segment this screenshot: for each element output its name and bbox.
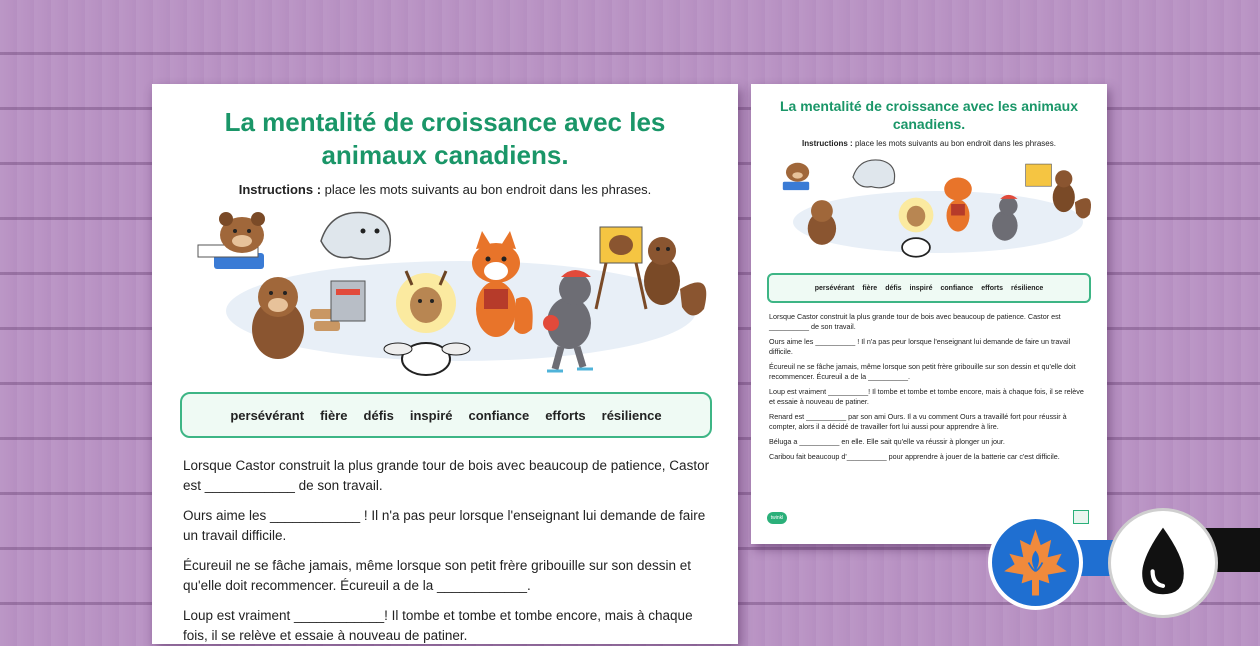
word-bank-item: persévérant [814,284,855,292]
canada-badge [988,515,1083,610]
word-bank-item: résilience [601,407,662,423]
word-bank-item: inspiré [909,284,933,292]
word-bank-item: résilience [1010,284,1044,292]
word-bank [180,392,712,438]
sentence-item: Béluga a __________ en elle. Elle sait qu'elle va réussir à plonger un jour. [769,437,1005,446]
sentence-item: Écureuil ne se fâche jamais, même lorsque son petit frère gribouille sur son dessin et qu'elle doit recommencer. Écureuil a de la __________. [769,362,1076,381]
sentence-list [769,312,1091,462]
fox-illustration [935,169,981,239]
sentence-item: Loup est vraiment ____________! Il tombe et tombe et tombe encore, mais à chaque fois, il se relève et essaie à nouveau de patiner. [183,608,693,643]
word-bank-item: confiance [468,407,530,423]
worksheet-title: La mentalité de croissance avec les animaux canadiens. [224,107,666,170]
maple-leaf-icon [992,519,1079,606]
instructions-label: Instructions : [238,182,322,197]
ink-drop-icon [1111,511,1215,615]
word-bank-item: inspiré [409,407,453,423]
instructions [152,182,738,197]
sentence-item: Ours aime les ____________ ! Il n'a pas peur lorsque l'enseignant lui demande de faire un travail difficile. [183,508,706,543]
ink-badge [1108,508,1218,618]
beaver-building-illustration [799,195,859,251]
animals-illustration [759,151,1099,269]
worksheet-page-small [751,84,1107,544]
word-bank [767,273,1091,303]
twinkl-logo: twinkl [767,512,787,524]
instructions [751,139,1107,148]
word-bank-item: efforts [981,284,1003,292]
squirrel-painting-illustration [586,219,716,329]
sentence-list [183,456,710,646]
word-bank-item: fière [320,407,348,423]
word-bank-item: fière [862,284,878,292]
sentence-item: Écureuil ne se fâche jamais, même lorsque son petit frère gribouille sur son dessin et qu'elle doit recommencer. Écureuil a de la ____________. [183,558,692,593]
instructions-text: place les mots suivants au bon endroit dans les phrases. [321,182,652,197]
word-bank-item: persévérant [230,407,305,423]
word-bank-item: confiance [940,284,974,292]
word-bank-item: efforts [545,407,586,423]
sentence-item: Lorsque Castor construit la plus grande tour de bois avec beaucoup de patience, Castor est ____________ de son travail. [183,458,710,493]
sentence-item: Renard est __________ par son ami Ours. Il a vu comment Ours a travaillé fort pour réussir à compter, alors il a décidé de travailler fort lui aussi pour apprendre à lire. [769,412,1067,431]
worksheet-page-large [152,84,738,644]
word-bank-item: défis [363,407,394,423]
sentence-item: Lorsque Castor construit la plus grande tour de bois avec beaucoup de patience. Castor est __________ de son travail. [769,312,1061,331]
sentence-item: Loup est vraiment __________! Il tombe et tombe et tombe encore, mais à chaque fois, il se relève et essaie à nouveau de patiner. [769,387,1084,406]
worksheet-title: La mentalité de croissance avec les animaux canadiens. [779,98,1079,132]
sentence-item: Caribou fait beaucoup d'__________ pour apprendre à jouer de la batterie car c'est difficile. [769,452,1060,461]
beaver-reading-illustration [767,157,825,197]
squirrel-painting-illustration [1017,159,1097,227]
sentence-item: Ours aime les __________ ! Il n'a pas peur lorsque l'enseignant lui demande de faire un travail difficile. [769,337,1071,356]
instructions-label: Instructions : [802,139,853,148]
instructions-text: place les mots suivants au bon endroit dans les phrases. [852,139,1056,148]
tower-blocks-illustration [326,271,376,331]
animals-illustration [166,201,724,386]
word-bank-item: défis [885,284,902,292]
beluga-illustration [311,201,401,271]
beluga-illustration [847,153,901,195]
